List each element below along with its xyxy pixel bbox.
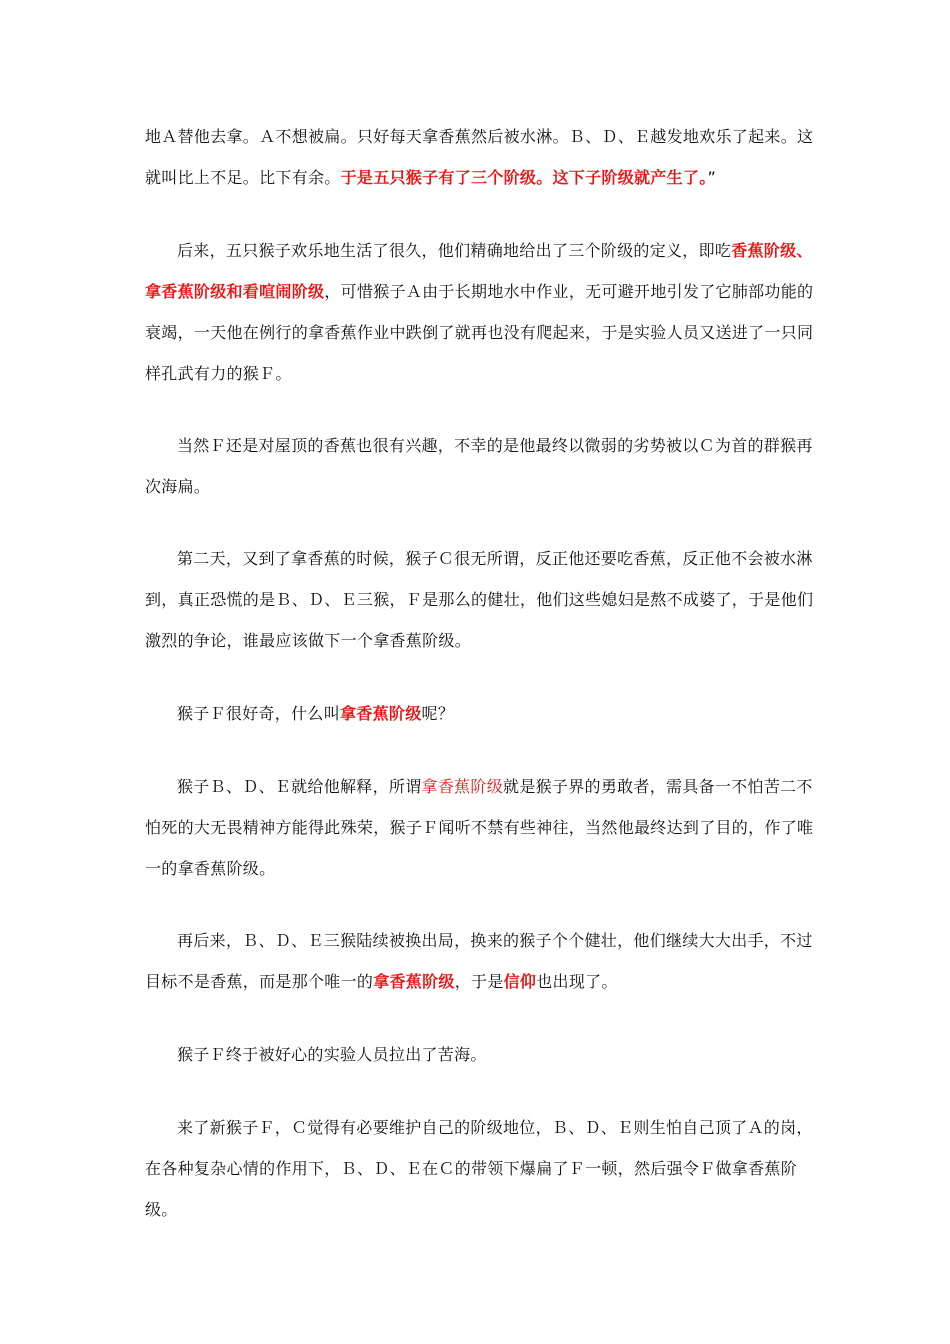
paragraph-7 [145, 920, 825, 1002]
text-run: 来了新猴子Ｆ，Ｃ觉得有必要维护自己的阶级地位，Ｂ、Ｄ、Ｅ则生怕自己顶了Ａ的岗，在各种复杂心情的作用下，Ｂ、Ｄ、Ｅ在Ｃ的带领下爆扁了Ｆ一顿，然后强令Ｆ做拿香蕉阶级。 [145, 1118, 813, 1219]
highlight-text: 拿香蕉阶级 [340, 704, 422, 723]
text-run: 后来，五只猴子欢乐地生活了很久，他们精确地给出了三个阶级的定义，即吃 [177, 241, 732, 260]
paragraph-1 [145, 116, 825, 198]
text-run: 就是猴子界的勇敢者，需具备一不怕苦二不怕死的大无畏精神方能得此殊荣，猴子Ｆ闻听不禁有些神往，当然他最终达到了目的，作了唯一的拿香蕉阶级。 [145, 777, 814, 878]
paragraph-8 [145, 1034, 825, 1075]
highlight-text: 拿香蕉阶级 [373, 972, 455, 991]
text-run: 第二天，又到了拿香蕉的时候，猴子Ｃ很无所谓，反正他还要吃香蕉，反正他不会被水淋到，真正恐慌的是Ｂ、Ｄ、Ｅ三猴，Ｆ是那么的健壮，他们这些媳妇是熬不成婆了，于是他们激烈的争论，谁最应该做下一个拿香蕉阶级。 [145, 549, 814, 650]
highlight-text: 信仰 [503, 972, 537, 991]
text-run: ” [707, 168, 717, 187]
text-run: 呢？ [421, 704, 455, 723]
text-run: ，可惜猴子Ａ由于长期地水中作业，无可避开地引发了它肺部功能的衰竭，一天他在例行的拿香蕉作业中跌倒了就再也没有爬起来，于是实验人员又送进了一只同样孔武有力的猴Ｆ。 [145, 282, 814, 383]
highlight-text: 香蕉阶级、拿香蕉阶级和看喧闹阶级 [145, 241, 813, 301]
paragraph-9 [145, 1107, 825, 1230]
text-run: 猴子Ｂ、Ｄ、Ｅ就给他解释，所谓 [177, 777, 422, 796]
paragraph-6 [145, 766, 825, 889]
paragraph-5 [145, 693, 825, 734]
paragraph-2 [145, 230, 825, 394]
text-run: 也出现了。 [536, 972, 618, 991]
paragraph-4 [145, 538, 825, 661]
paragraph-3 [145, 425, 825, 507]
text-run: 地Ａ替他去拿。Ａ不想被扁。只好每天拿香蕉然后被水淋。Ｂ、Ｄ、Ｅ越发地欢乐了起来。这就叫比上不足。比下有余。 [145, 127, 814, 187]
highlight-text: 于是五只猴子有了三个阶级。这下子阶级就产生了。 [340, 168, 708, 187]
text-run: 当然Ｆ还是对屋顶的香蕉也很有兴趣，不幸的是他最终以微弱的劣势被以Ｃ为首的群猴再次海扁。 [145, 436, 813, 496]
text-run: ，于是 [454, 972, 504, 991]
text-run: 猴子Ｆ终于被好心的实验人员拉出了苦海。 [177, 1045, 487, 1064]
text-run: 再后来，Ｂ、Ｄ、Ｅ三猴陆续被换出局，换来的猴子个个健壮，他们继续大大出手，不过目标不是香蕉，而是那个唯一的 [145, 931, 813, 991]
text-run: 猴子Ｆ很好奇，什么叫 [177, 704, 341, 723]
highlight-text: 拿香蕉阶级 [421, 777, 504, 796]
